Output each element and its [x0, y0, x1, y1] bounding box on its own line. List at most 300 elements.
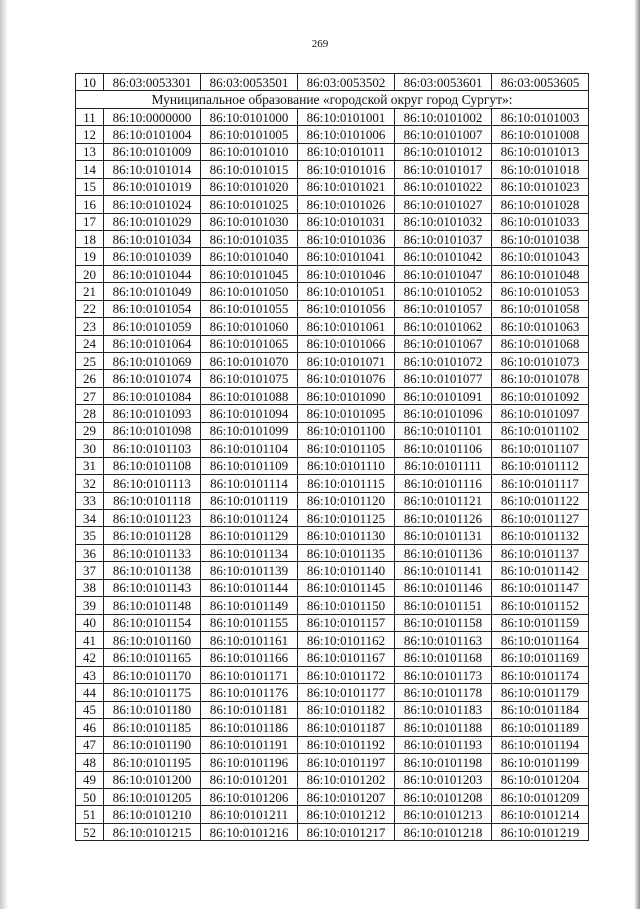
cadastral-code: 86:10:0101102	[492, 422, 589, 439]
cadastral-code: 86:10:0101186	[201, 719, 298, 736]
cadastral-code: 86:10:0101105	[298, 440, 395, 457]
cadastral-code: 86:10:0101106	[395, 440, 492, 457]
cadastral-code: 86:10:0101149	[201, 597, 298, 614]
cadastral-code: 86:10:0101068	[492, 335, 589, 352]
table-row	[76, 632, 589, 649]
scan-shadow-left	[0, 0, 8, 909]
cadastral-code: 86:10:0101038	[492, 230, 589, 247]
table-row	[76, 509, 589, 526]
cadastral-code: 86:10:0101040	[201, 248, 298, 265]
cadastral-code: 86:10:0101065	[201, 335, 298, 352]
cadastral-code: 86:10:0101213	[395, 806, 492, 823]
cadastral-code: 86:10:0101151	[395, 597, 492, 614]
cadastral-code: 86:10:0101098	[104, 422, 201, 439]
cadastral-code: 86:10:0101204	[492, 771, 589, 788]
cadastral-code: 86:10:0101108	[104, 457, 201, 474]
cadastral-code: 86:10:0101035	[201, 230, 298, 247]
row-number: 51	[76, 806, 104, 823]
row-number: 28	[76, 405, 104, 422]
row-number: 36	[76, 544, 104, 561]
cadastral-code: 86:10:0101075	[201, 370, 298, 387]
row-number: 41	[76, 632, 104, 649]
cadastral-code: 86:10:0101183	[395, 701, 492, 718]
cadastral-code: 86:03:0053502	[298, 74, 395, 91]
cadastral-code: 86:03:0053501	[201, 74, 298, 91]
cadastral-code: 86:10:0101210	[104, 806, 201, 823]
cadastral-code: 86:10:0101208	[395, 788, 492, 805]
table-row	[76, 649, 589, 666]
table-row	[76, 457, 589, 474]
cadastral-code: 86:10:0101014	[104, 161, 201, 178]
row-number: 45	[76, 701, 104, 718]
section-row	[76, 91, 589, 108]
table-row	[76, 318, 589, 335]
table-row	[76, 527, 589, 544]
cadastral-code: 86:10:0101047	[395, 265, 492, 282]
cadastral-code: 86:10:0101168	[395, 649, 492, 666]
table-row	[76, 788, 589, 805]
cadastral-code: 86:10:0101209	[492, 788, 589, 805]
cadastral-code: 86:10:0101114	[201, 475, 298, 492]
table-row	[76, 614, 589, 631]
cadastral-code: 86:10:0101001	[298, 108, 395, 125]
cadastral-code: 86:10:0101020	[201, 178, 298, 195]
cadastral-code: 86:10:0101063	[492, 318, 589, 335]
cadastral-table	[75, 73, 589, 841]
table-row	[76, 161, 589, 178]
row-number: 40	[76, 614, 104, 631]
cadastral-code: 86:10:0101182	[298, 701, 395, 718]
row-number: 25	[76, 353, 104, 370]
cadastral-code: 86:10:0101116	[395, 475, 492, 492]
cadastral-code: 86:10:0101145	[298, 579, 395, 596]
cadastral-code: 86:10:0101064	[104, 335, 201, 352]
table-row	[76, 440, 589, 457]
table-row	[76, 754, 589, 771]
table-row	[76, 370, 589, 387]
cadastral-code: 86:10:0101037	[395, 230, 492, 247]
cadastral-code: 86:10:0101123	[104, 509, 201, 526]
cadastral-code: 86:10:0101112	[492, 457, 589, 474]
cadastral-code: 86:10:0101077	[395, 370, 492, 387]
row-number: 26	[76, 370, 104, 387]
table-row	[76, 579, 589, 596]
cadastral-code: 86:10:0101170	[104, 666, 201, 683]
cadastral-code: 86:10:0101163	[395, 632, 492, 649]
cadastral-code: 86:03:0053301	[104, 74, 201, 91]
row-number: 12	[76, 126, 104, 143]
cadastral-code: 86:10:0101005	[201, 126, 298, 143]
cadastral-code: 86:10:0101049	[104, 283, 201, 300]
table-row	[76, 74, 589, 91]
cadastral-code: 86:10:0101044	[104, 265, 201, 282]
row-number: 16	[76, 196, 104, 213]
cadastral-code: 86:10:0101092	[492, 387, 589, 404]
cadastral-code: 86:10:0101195	[104, 754, 201, 771]
cadastral-code: 86:10:0000000	[104, 108, 201, 125]
cadastral-code: 86:10:0101207	[298, 788, 395, 805]
cadastral-code: 86:10:0101147	[492, 579, 589, 596]
cadastral-code: 86:10:0101161	[201, 632, 298, 649]
cadastral-code: 86:10:0101050	[201, 283, 298, 300]
cadastral-code: 86:10:0101051	[298, 283, 395, 300]
table-row	[76, 126, 589, 143]
cadastral-code: 86:10:0101101	[395, 422, 492, 439]
table-row	[76, 562, 589, 579]
cadastral-code: 86:10:0101036	[298, 230, 395, 247]
cadastral-code: 86:10:0101054	[104, 300, 201, 317]
table-row	[76, 353, 589, 370]
cadastral-code: 86:10:0101217	[298, 823, 395, 840]
cadastral-code: 86:10:0101124	[201, 509, 298, 526]
cadastral-code: 86:10:0101053	[492, 283, 589, 300]
cadastral-code: 86:10:0101144	[201, 579, 298, 596]
cadastral-code: 86:10:0101187	[298, 719, 395, 736]
cadastral-code: 86:10:0101110	[298, 457, 395, 474]
table-row	[76, 108, 589, 125]
cadastral-code: 86:10:0101018	[492, 161, 589, 178]
cadastral-code: 86:10:0101143	[104, 579, 201, 596]
cadastral-code: 86:10:0101118	[104, 492, 201, 509]
cadastral-code: 86:10:0101121	[395, 492, 492, 509]
table-row	[76, 143, 589, 160]
cadastral-code: 86:10:0101084	[104, 387, 201, 404]
row-number: 43	[76, 666, 104, 683]
cadastral-code: 86:10:0101078	[492, 370, 589, 387]
cadastral-code: 86:10:0101219	[492, 823, 589, 840]
cadastral-code: 86:10:0101190	[104, 736, 201, 753]
cadastral-code: 86:10:0101017	[395, 161, 492, 178]
cadastral-code: 86:10:0101000	[201, 108, 298, 125]
cadastral-code: 86:10:0101042	[395, 248, 492, 265]
row-number: 17	[76, 213, 104, 230]
cadastral-code: 86:10:0101029	[104, 213, 201, 230]
row-number: 31	[76, 457, 104, 474]
cadastral-code: 86:10:0101203	[395, 771, 492, 788]
table-row	[76, 823, 589, 840]
cadastral-code: 86:10:0101076	[298, 370, 395, 387]
cadastral-code: 86:10:0101043	[492, 248, 589, 265]
cadastral-code: 86:10:0101090	[298, 387, 395, 404]
cadastral-code: 86:10:0101159	[492, 614, 589, 631]
table-row	[76, 666, 589, 683]
cadastral-code: 86:10:0101023	[492, 178, 589, 195]
cadastral-code: 86:10:0101189	[492, 719, 589, 736]
row-number: 39	[76, 597, 104, 614]
cadastral-code: 86:10:0101150	[298, 597, 395, 614]
cadastral-code: 86:10:0101158	[395, 614, 492, 631]
cadastral-code: 86:10:0101059	[104, 318, 201, 335]
cadastral-code: 86:10:0101176	[201, 684, 298, 701]
cadastral-code: 86:10:0101061	[298, 318, 395, 335]
cadastral-code: 86:10:0101201	[201, 771, 298, 788]
row-number: 49	[76, 771, 104, 788]
cadastral-code: 86:10:0101012	[395, 143, 492, 160]
cadastral-code: 86:03:0053605	[492, 74, 589, 91]
cadastral-code: 86:10:0101021	[298, 178, 395, 195]
cadastral-code: 86:10:0101131	[395, 527, 492, 544]
table-row	[76, 475, 589, 492]
cadastral-code: 86:10:0101185	[104, 719, 201, 736]
cadastral-code: 86:10:0101057	[395, 300, 492, 317]
cadastral-code: 86:10:0101028	[492, 196, 589, 213]
row-number: 33	[76, 492, 104, 509]
cadastral-code: 86:10:0101069	[104, 353, 201, 370]
cadastral-code: 86:10:0101006	[298, 126, 395, 143]
cadastral-code: 86:10:0101033	[492, 213, 589, 230]
row-number: 27	[76, 387, 104, 404]
table-row	[76, 544, 589, 561]
cadastral-code: 86:10:0101162	[298, 632, 395, 649]
cadastral-code: 86:10:0101115	[298, 475, 395, 492]
cadastral-code: 86:10:0101010	[201, 143, 298, 160]
row-number: 15	[76, 178, 104, 195]
cadastral-code: 86:10:0101004	[104, 126, 201, 143]
row-number: 19	[76, 248, 104, 265]
cadastral-code: 86:10:0101141	[395, 562, 492, 579]
cadastral-code: 86:10:0101074	[104, 370, 201, 387]
cadastral-code: 86:10:0101091	[395, 387, 492, 404]
row-number: 13	[76, 143, 104, 160]
cadastral-code: 86:10:0101024	[104, 196, 201, 213]
cadastral-code: 86:10:0101211	[201, 806, 298, 823]
cadastral-code: 86:10:0101164	[492, 632, 589, 649]
cadastral-code: 86:10:0101181	[201, 701, 298, 718]
cadastral-code: 86:10:0101009	[104, 143, 201, 160]
cadastral-code: 86:10:0101088	[201, 387, 298, 404]
cadastral-code: 86:10:0101022	[395, 178, 492, 195]
table-row	[76, 736, 589, 753]
cadastral-code: 86:10:0101062	[395, 318, 492, 335]
cadastral-code: 86:10:0101192	[298, 736, 395, 753]
cadastral-code: 86:10:0101165	[104, 649, 201, 666]
cadastral-code: 86:10:0101155	[201, 614, 298, 631]
cadastral-code: 86:10:0101055	[201, 300, 298, 317]
cadastral-code: 86:10:0101056	[298, 300, 395, 317]
cadastral-code: 86:03:0053601	[395, 74, 492, 91]
cadastral-code: 86:10:0101119	[201, 492, 298, 509]
cadastral-code: 86:10:0101052	[395, 283, 492, 300]
cadastral-code: 86:10:0101103	[104, 440, 201, 457]
row-number: 32	[76, 475, 104, 492]
table-row	[76, 771, 589, 788]
cadastral-code: 86:10:0101167	[298, 649, 395, 666]
cadastral-code: 86:10:0101070	[201, 353, 298, 370]
table-row	[76, 405, 589, 422]
table-row	[76, 387, 589, 404]
cadastral-code: 86:10:0101193	[395, 736, 492, 753]
row-number: 46	[76, 719, 104, 736]
cadastral-code: 86:10:0101039	[104, 248, 201, 265]
table-row	[76, 492, 589, 509]
cadastral-code: 86:10:0101172	[298, 666, 395, 683]
cadastral-code: 86:10:0101174	[492, 666, 589, 683]
cadastral-code: 86:10:0101104	[201, 440, 298, 457]
row-number: 23	[76, 318, 104, 335]
cadastral-code: 86:10:0101100	[298, 422, 395, 439]
row-number: 11	[76, 108, 104, 125]
cadastral-code: 86:10:0101218	[395, 823, 492, 840]
cadastral-code: 86:10:0101216	[201, 823, 298, 840]
cadastral-code: 86:10:0101134	[201, 544, 298, 561]
row-number: 42	[76, 649, 104, 666]
page-number: 269	[311, 38, 329, 50]
cadastral-code: 86:10:0101026	[298, 196, 395, 213]
cadastral-code: 86:10:0101178	[395, 684, 492, 701]
table-row	[76, 701, 589, 718]
cadastral-code: 86:10:0101132	[492, 527, 589, 544]
cadastral-code: 86:10:0101015	[201, 161, 298, 178]
cadastral-code: 86:10:0101122	[492, 492, 589, 509]
cadastral-code: 86:10:0101067	[395, 335, 492, 352]
table-row	[76, 422, 589, 439]
row-number: 34	[76, 509, 104, 526]
cadastral-code: 86:10:0101137	[492, 544, 589, 561]
row-number: 38	[76, 579, 104, 596]
cadastral-code: 86:10:0101041	[298, 248, 395, 265]
cadastral-code: 86:10:0101117	[492, 475, 589, 492]
cadastral-code: 86:10:0101199	[492, 754, 589, 771]
row-number: 50	[76, 788, 104, 805]
row-number: 35	[76, 527, 104, 544]
table-row	[76, 230, 589, 247]
cadastral-code: 86:10:0101139	[201, 562, 298, 579]
row-number: 44	[76, 684, 104, 701]
cadastral-code: 86:10:0101073	[492, 353, 589, 370]
cadastral-code: 86:10:0101152	[492, 597, 589, 614]
cadastral-code: 86:10:0101194	[492, 736, 589, 753]
cadastral-code: 86:10:0101130	[298, 527, 395, 544]
cadastral-code: 86:10:0101093	[104, 405, 201, 422]
cadastral-code: 86:10:0101071	[298, 353, 395, 370]
row-number: 48	[76, 754, 104, 771]
cadastral-code: 86:10:0101140	[298, 562, 395, 579]
cadastral-code: 86:10:0101008	[492, 126, 589, 143]
cadastral-code: 86:10:0101146	[395, 579, 492, 596]
row-number: 24	[76, 335, 104, 352]
cadastral-code: 86:10:0101180	[104, 701, 201, 718]
row-number: 47	[76, 736, 104, 753]
section-title: Муниципальное образование «городской округ город Сургут»:	[76, 91, 589, 108]
cadastral-code: 86:10:0101205	[104, 788, 201, 805]
cadastral-code: 86:10:0101206	[201, 788, 298, 805]
cadastral-code: 86:10:0101215	[104, 823, 201, 840]
cadastral-code: 86:10:0101212	[298, 806, 395, 823]
cadastral-code: 86:10:0101129	[201, 527, 298, 544]
cadastral-code: 86:10:0101013	[492, 143, 589, 160]
cadastral-code: 86:10:0101002	[395, 108, 492, 125]
cadastral-code: 86:10:0101175	[104, 684, 201, 701]
cadastral-code: 86:10:0101107	[492, 440, 589, 457]
row-number: 37	[76, 562, 104, 579]
cadastral-code: 86:10:0101011	[298, 143, 395, 160]
cadastral-code: 86:10:0101046	[298, 265, 395, 282]
table-row	[76, 335, 589, 352]
cadastral-code: 86:10:0101188	[395, 719, 492, 736]
cadastral-code: 86:10:0101030	[201, 213, 298, 230]
cadastral-code: 86:10:0101126	[395, 509, 492, 526]
cadastral-code: 86:10:0101173	[395, 666, 492, 683]
cadastral-code: 86:10:0101135	[298, 544, 395, 561]
cadastral-code: 86:10:0101127	[492, 509, 589, 526]
cadastral-code: 86:10:0101072	[395, 353, 492, 370]
row-number: 14	[76, 161, 104, 178]
cadastral-code: 86:10:0101157	[298, 614, 395, 631]
cadastral-code: 86:10:0101109	[201, 457, 298, 474]
table-row	[76, 684, 589, 701]
cadastral-code: 86:10:0101120	[298, 492, 395, 509]
cadastral-code: 86:10:0101066	[298, 335, 395, 352]
cadastral-code: 86:10:0101007	[395, 126, 492, 143]
cadastral-code: 86:10:0101027	[395, 196, 492, 213]
cadastral-code: 86:10:0101034	[104, 230, 201, 247]
table-row	[76, 300, 589, 317]
cadastral-code: 86:10:0101032	[395, 213, 492, 230]
table-row	[76, 196, 589, 213]
cadastral-code: 86:10:0101128	[104, 527, 201, 544]
cadastral-code: 86:10:0101191	[201, 736, 298, 753]
cadastral-code: 86:10:0101177	[298, 684, 395, 701]
cadastral-code: 86:10:0101111	[395, 457, 492, 474]
cadastral-code: 86:10:0101196	[201, 754, 298, 771]
cadastral-code: 86:10:0101058	[492, 300, 589, 317]
cadastral-code: 86:10:0101214	[492, 806, 589, 823]
row-number: 20	[76, 265, 104, 282]
cadastral-code: 86:10:0101099	[201, 422, 298, 439]
row-number: 52	[76, 823, 104, 840]
cadastral-code: 86:10:0101198	[395, 754, 492, 771]
table-row	[76, 719, 589, 736]
cadastral-code: 86:10:0101125	[298, 509, 395, 526]
cadastral-code: 86:10:0101148	[104, 597, 201, 614]
cadastral-code: 86:10:0101025	[201, 196, 298, 213]
row-number: 21	[76, 283, 104, 300]
cadastral-code: 86:10:0101169	[492, 649, 589, 666]
cadastral-code: 86:10:0101133	[104, 544, 201, 561]
row-number: 30	[76, 440, 104, 457]
cadastral-code: 86:10:0101045	[201, 265, 298, 282]
cadastral-code: 86:10:0101179	[492, 684, 589, 701]
cadastral-code: 86:10:0101113	[104, 475, 201, 492]
cadastral-code: 86:10:0101097	[492, 405, 589, 422]
table-row	[76, 806, 589, 823]
cadastral-code: 86:10:0101095	[298, 405, 395, 422]
cadastral-code: 86:10:0101060	[201, 318, 298, 335]
row-number: 10	[76, 74, 104, 91]
table-row	[76, 178, 589, 195]
cadastral-code: 86:10:0101138	[104, 562, 201, 579]
table-row	[76, 213, 589, 230]
row-number: 22	[76, 300, 104, 317]
scan-shadow-right	[634, 0, 640, 909]
row-number: 18	[76, 230, 104, 247]
cadastral-code: 86:10:0101197	[298, 754, 395, 771]
table-row	[76, 265, 589, 282]
cadastral-code: 86:10:0101094	[201, 405, 298, 422]
cadastral-code: 86:10:0101136	[395, 544, 492, 561]
cadastral-code: 86:10:0101184	[492, 701, 589, 718]
cadastral-code: 86:10:0101154	[104, 614, 201, 631]
cadastral-code: 86:10:0101171	[201, 666, 298, 683]
cadastral-code: 86:10:0101202	[298, 771, 395, 788]
cadastral-code: 86:10:0101142	[492, 562, 589, 579]
cadastral-code: 86:10:0101031	[298, 213, 395, 230]
table-row	[76, 283, 589, 300]
table-row	[76, 248, 589, 265]
cadastral-code: 86:10:0101160	[104, 632, 201, 649]
cadastral-code: 86:10:0101016	[298, 161, 395, 178]
cadastral-code: 86:10:0101096	[395, 405, 492, 422]
